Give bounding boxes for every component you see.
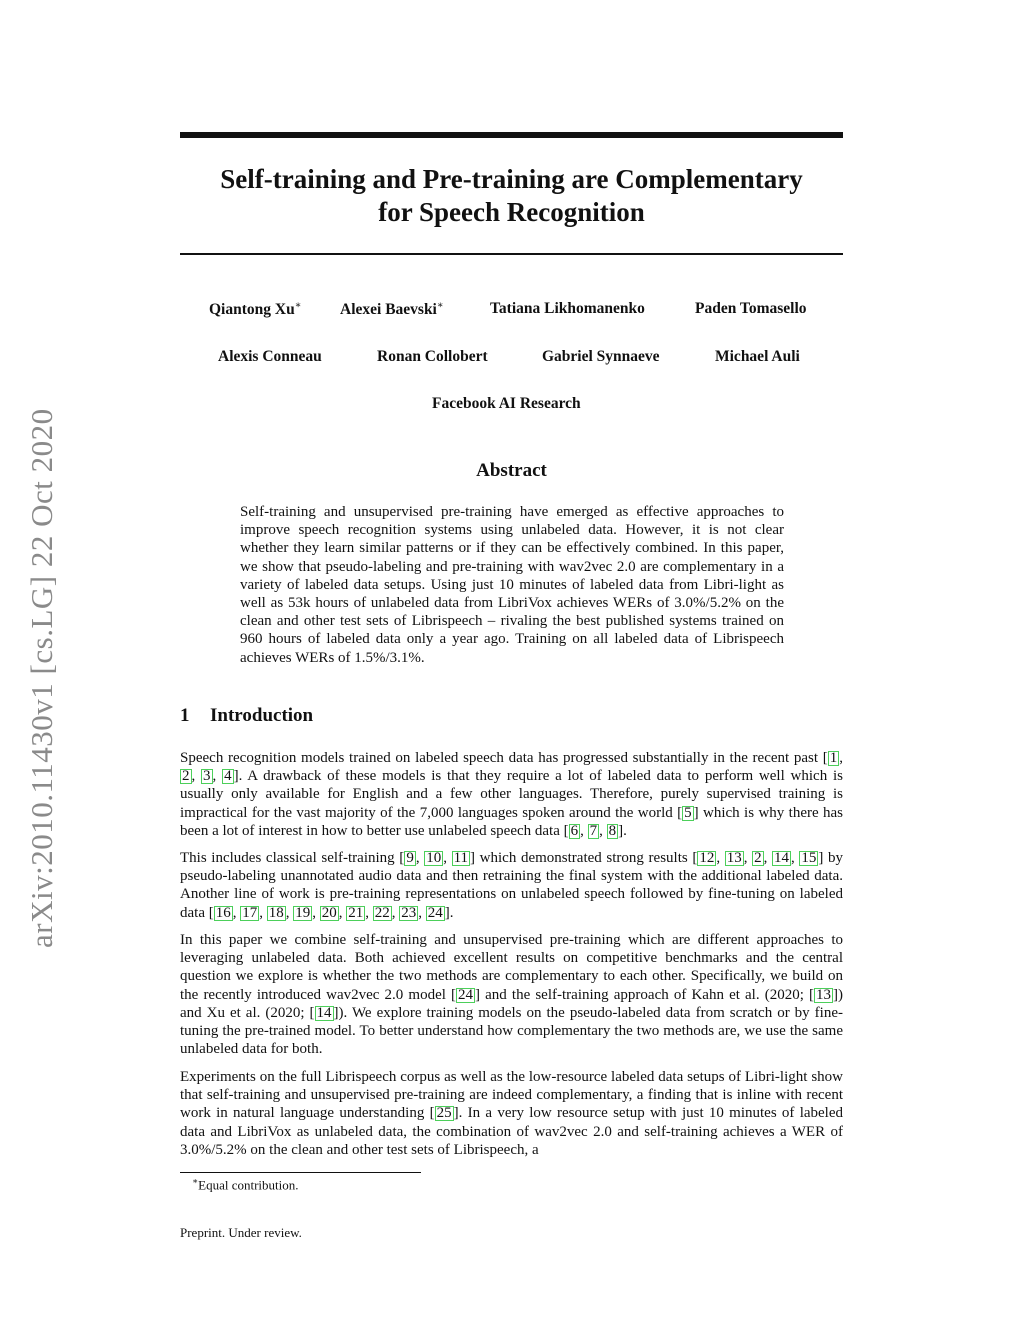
- citation-link[interactable]: 16: [215, 904, 231, 921]
- title-top-rule: [180, 132, 843, 138]
- citation-link[interactable]: 3: [203, 768, 211, 785]
- citation-link[interactable]: 4: [224, 768, 232, 785]
- footnote-rule: [180, 1172, 421, 1173]
- citation-link[interactable]: 20: [321, 904, 337, 921]
- citation-link[interactable]: 14: [316, 1004, 332, 1021]
- footnote: ∗Equal contribution.: [192, 1176, 299, 1193]
- page-footer: Preprint. Under review.: [180, 1225, 302, 1240]
- intro-paragraph-1: Speech recognition models trained on labeled speech data has progressed substantially in the recent past [ 1 , 2 , 3 , 4 ]. A drawback of these models is that they require a lot of labeled data to perform well which is usually only available for English and a few other languages. Therefore, purely supervised training is impractical for the vast majority of the 7,000 languages spoken around the world [ 5 ] which is why there has been a lot of interest in how to better use unlabeled speech data [ 6 , 7 , 8 ].: [180, 750, 844, 839]
- citation-link[interactable]: 19: [295, 904, 311, 921]
- citation-link[interactable]: 10: [426, 850, 442, 866]
- citation-link[interactable]: 17: [242, 904, 258, 921]
- title-bottom-rule: [180, 253, 843, 255]
- author-gabriel-synnaeve: Gabriel Synnaeve: [542, 348, 660, 365]
- citation-link[interactable]: 13: [815, 986, 831, 1003]
- citation-link[interactable]: 13: [726, 850, 742, 866]
- citation-link[interactable]: 23: [401, 904, 417, 921]
- abstract-heading: Abstract: [476, 460, 547, 481]
- citation-link[interactable]: 9: [406, 850, 414, 866]
- author-michael-auli: Michael Auli: [715, 348, 800, 365]
- citation-link[interactable]: 12: [699, 850, 715, 866]
- intro-paragraph-2: This includes classical self-training [ 9 , 10 , 11 ] which demonstrated strong results [ 12 , 13 , 2 , 14 , 15 ] by pseudo-labeling unannotated audio data and then retraining the final system with the additional labeled data. Another line of work is pre-training representations on unlabeled speech followed by fine-tuning on labeled data [ 16 , 17 , 18 , 19 , 20 , 21 , 22 , 23 , 24 ].: [180, 850, 844, 921]
- abstract-text: Self-training and unsupervised pre-training have emerged as effective approaches to improve speech recognition systems using unlabeled data. However, it is not clear whether they learn similar patterns or if they can be effectively combined. In this paper, we show that pseudo-labeling and pre-training with wav2vec 2.0 are complementary in a variety of labeled data setups. Using just 10 minutes of labeled data from Libri-light as well as 53k hours of unlabeled data from LibriVox achieves WERs of 3.0%/5.2% on the clean and other test sets of Librispeech – rivaling the best published systems trained on 960 hours of labeled data only a year ago. Training on all labeled data of Librispeech achieves WERs of 1.5%/3.1%.: [240, 504, 784, 666]
- citation-link[interactable]: 15: [801, 850, 817, 866]
- citation-link[interactable]: 25: [436, 1105, 452, 1122]
- citation-link[interactable]: 11: [453, 850, 469, 866]
- author-alexis-conneau: Alexis Conneau: [218, 348, 322, 365]
- author-qiantong-xu: Qiantong Xu∗: [209, 300, 302, 319]
- arxiv-identifier: arXiv:2010.11430v1 [cs.LG] 22 Oct 2020: [24, 408, 59, 948]
- citation-link[interactable]: 22: [374, 904, 390, 921]
- intro-paragraph-3: In this paper we combine self-training and unsupervised pre-training which are different approaches to leveraging unlabeled data. Both achieved excellent results on competitive benchmarks and the central question we explore is whether the two methods are complementary to each other. Specifically, we build on the recently introduced wav2vec 2.0 model [ 24 ] and the self-training approach of Kahn et al. (2020; [ 13 ]) and Xu et al. (2020; [ 14 ]). We explore training models on the pseudo-labeled data from scratch or by fine-tuning the pre-trained model. To better understand how complementary the two methods are, we use the same unlabeled data for both.: [180, 932, 843, 1058]
- citation-link[interactable]: 18: [268, 904, 284, 921]
- citation-link[interactable]: 24: [458, 986, 474, 1003]
- section-number: 1: [180, 705, 190, 726]
- citation-link[interactable]: 14: [774, 850, 790, 866]
- author-ronan-collobert: Ronan Collobert: [377, 348, 488, 365]
- intro-paragraph-4: Experiments on the full Librispeech corpus as well as the low-resource labeled data setups of Libri-light show that self-training and unsupervised pre-training are indeed complementary, a finding that is inline with recent work in natural language understanding [ 25 ]. In a very low resource setup with just 10 minutes of labeled data and LibriVox as unlabeled data, the combination of wav2vec 2.0 and self-training achieves a WER of 3.0%/5.2% on the clean and other test sets of Librispeech, a: [180, 1069, 843, 1158]
- citation-link[interactable]: 2: [182, 768, 190, 785]
- citation-link[interactable]: 6: [570, 822, 579, 839]
- citation-link[interactable]: 2: [754, 850, 762, 866]
- citation-link[interactable]: 5: [684, 804, 692, 821]
- section-title: Introduction: [210, 705, 314, 726]
- author-paden-tomasello: Paden Tomasello: [695, 300, 807, 317]
- citation-link[interactable]: 7: [589, 822, 598, 839]
- citation-link[interactable]: 24: [427, 904, 443, 921]
- affiliation: Facebook AI Research: [432, 395, 581, 412]
- paper-title-line-2: for Speech Recognition: [378, 197, 645, 227]
- citation-link[interactable]: 21: [348, 904, 364, 921]
- paper-title-line-1: Self-training and Pre-training are Complementary: [220, 164, 803, 194]
- section-heading-introduction: [180, 705, 313, 727]
- author-alexei-baevski: Alexei Baevski∗: [340, 300, 444, 319]
- citation-link[interactable]: 8: [608, 822, 617, 839]
- citation-link[interactable]: 1: [829, 750, 838, 766]
- author-tatiana-likhomanenko: Tatiana Likhomanenko: [490, 300, 645, 317]
